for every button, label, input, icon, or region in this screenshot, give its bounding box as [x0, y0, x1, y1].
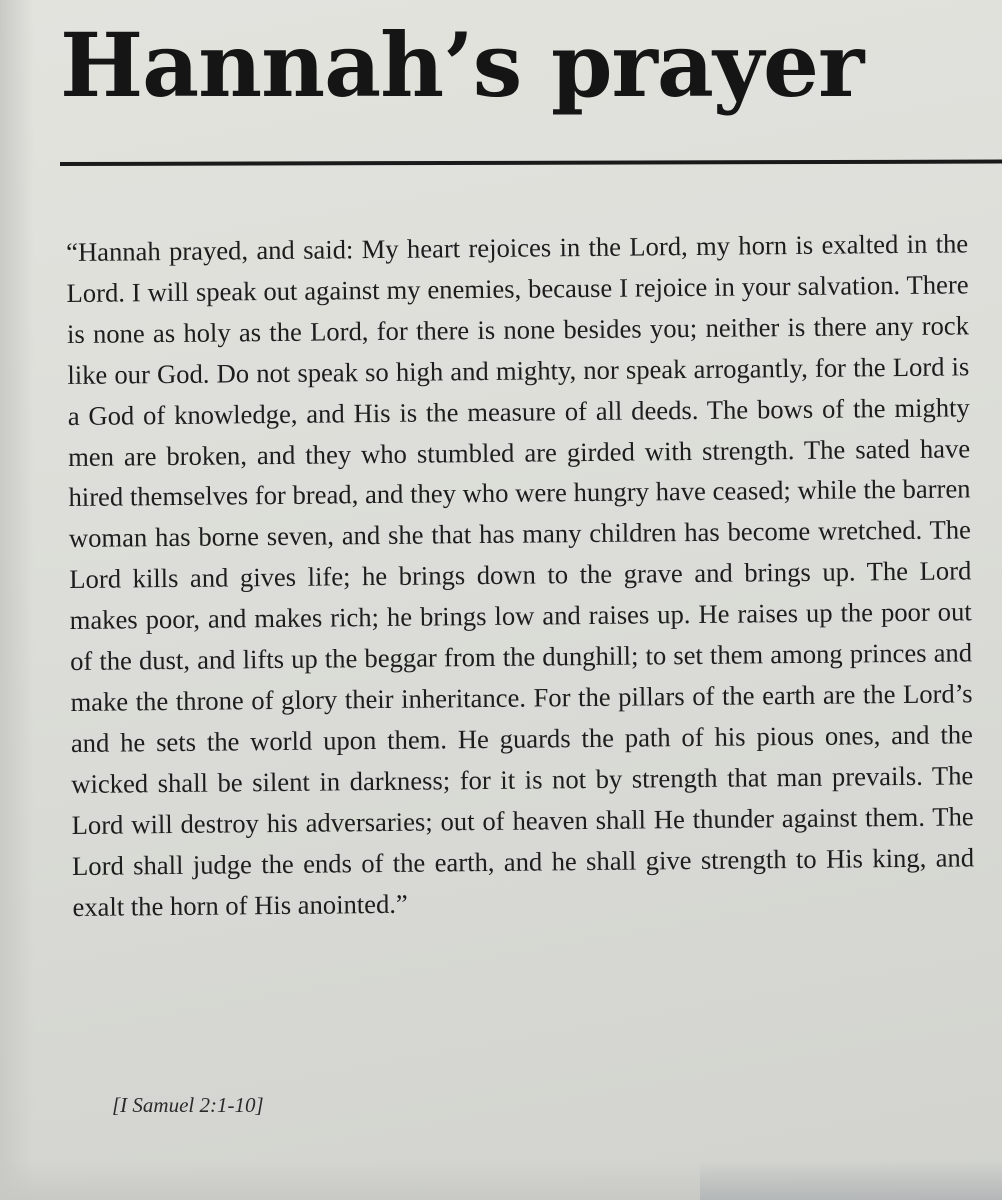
sign-title: Hannah’s prayer: [60, 13, 864, 117]
panel-shadow-left: [0, 0, 34, 1200]
prayer-text: “Hannah prayed, and said: My heart rejoices in the Lord, my horn is exalted in the Lord. I will speak out against my enemies, because I rejoice in your salvation. There is none as holy as the Lord, for there is none besides you; neither is there any rock like our God. Do not speak so high and mighty, nor speak arrogantly, for the Lord is a God of knowledge, and His is the measure of all deeds. The bows of the mighty men are broken, and they who stumbled are girded with strength. The sated have hired themselves for bread, and they who were hungry have ceased; while the barren woman has borne seven, and she that has many children has become wretched. The Lord kills and gives life; he brings down to the grave and brings up. The Lord makes poor, and makes rich; he brings low and raises up. He raises up the poor out of the dust, and lifts up the beggar from the dunghill; to set them among princes and make the throne of glory their inheritance. For the pillars of the earth are the Lord’s and he sets the world upon them. He guards the path of his pious ones, and the wicked shall be silent in darkness; for it is not by strength that man prevails. The Lord will destroy his adversaries; out of heaven shall He thunder against them. The Lord shall judge the ends of the earth, and he shall give strength to His king, and exalt the horn of His anointed.”: [66, 228, 975, 922]
title-divider: [60, 160, 1002, 166]
scripture-citation: [I Samuel 2:1-10]: [112, 1093, 264, 1117]
corner-shadow: [700, 1160, 1002, 1200]
